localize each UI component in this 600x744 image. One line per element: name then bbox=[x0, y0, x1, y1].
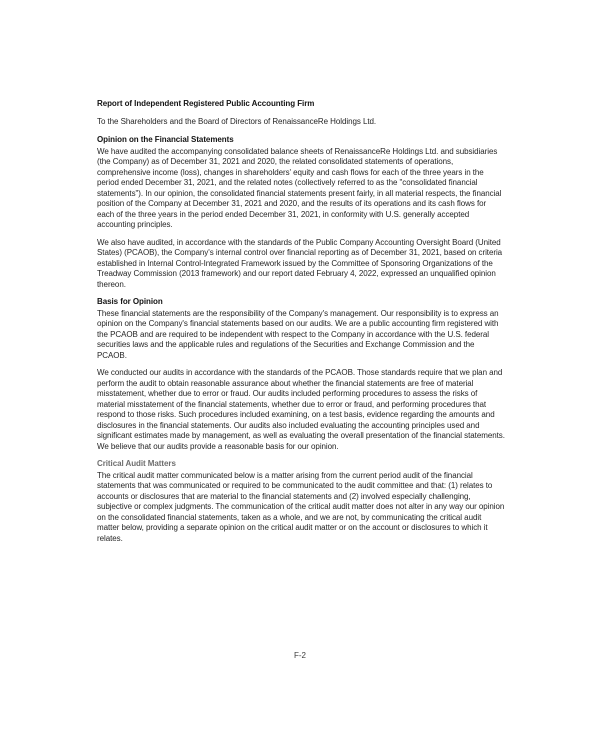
paragraph-basis-2: We conducted our audits in accordance with the standards of the PCAOB. Those standards require that we plan and perform the audit to obtain reasonable assurance about whether the financial statements are free of material misstatement, whether due to error or fraud. Our audits included performing procedures to assess the risks of material misstatement of the financial statements, whether due to error or fraud, and performing procedures that respond to those risks. Such procedures included examining, on a test basis, evidence regarding the amounts and disclosures in the financial statements. Our audits also included evaluating the accounting principles used and significant estimates made by management, as well as evaluating the overall presentation of the financial statements. We believe that our audits provide a reasonable basis for our opinion. bbox=[97, 368, 505, 451]
paragraph-critical-audit-matters-1: The critical audit matter communicated below is a matter arising from the current period audit of the financial statements that was communicated or required to be communicated to the audit committee and that: (1) relates to accounts or disclosures that are material to the financial statements and (2) involved especially challenging, subjective or complex judgments. The communication of the critical audit matter does not alter in any way our opinion on the consolidated financial statements, taken as a whole, and we are not, by communicating the critical audit matter below, providing a separate opinion on the critical audit matter or on the account or disclosures to which it relates. bbox=[97, 470, 505, 543]
paragraph-opinion-1: We have audited the accompanying consolidated balance sheets of RenaissanceRe Holdings Ltd. and subsidiaries (the Company) as of December 31, 2021 and 2020, the related consolidated statements of operations, comprehensive income (loss), changes in shareholders' equity and cash flows for each of the three years in the period ended December 31, 2021, and the related notes (collectively referred to as the "consolidated financial statements"). In our opinion, the consolidated financial statements present fairly, in all material respects, the financial position of the Company at December 31, 2021 and 2020, and the results of its operations and its cash flows for each of the three years in the period ended December 31, 2021, in conformity with U.S. generally accepted accounting principles. bbox=[97, 146, 502, 229]
paragraph-opinion-2: We also have audited, in accordance with the standards of the Public Company Accounting Oversight Board (United States) (PCAOB), the Company's internal control over financial reporting as of December 31, 2021, based on criteria established in Internal Control-Integrated Framework issued by the Committee of Sponsoring Organizations of the Treadway Commission (2013 framework) and our report dated February 4, 2022, expressed an unqualified opinion thereon. bbox=[97, 237, 503, 289]
paragraph-basis-1: These financial statements are the responsibility of the Company's management. Our responsibility is to express an opinion on the Company's financial statements based on our audits. We are a public accounting firm registered with the PCAOB and are required to be independent with respect to the Company in accordance with the U.S. federal securities laws and the applicable rules and regulations of the Securities and Exchange Commission and the PCAOB. bbox=[97, 308, 499, 360]
report-title: Report of Independent Registered Public Accounting Firm bbox=[97, 99, 315, 108]
section-heading-critical-audit-matters: Critical Audit Matters bbox=[97, 459, 176, 468]
page-number: F-2 bbox=[294, 651, 306, 660]
addressee-line: To the Shareholders and the Board of Directors of RenaissanceRe Holdings Ltd. bbox=[97, 117, 377, 126]
section-heading-basis-for-opinion: Basis for Opinion bbox=[97, 297, 163, 306]
report-body bbox=[97, 99, 505, 551]
section-heading-opinion-on-financial-statements: Opinion on the Financial Statements bbox=[97, 135, 234, 144]
